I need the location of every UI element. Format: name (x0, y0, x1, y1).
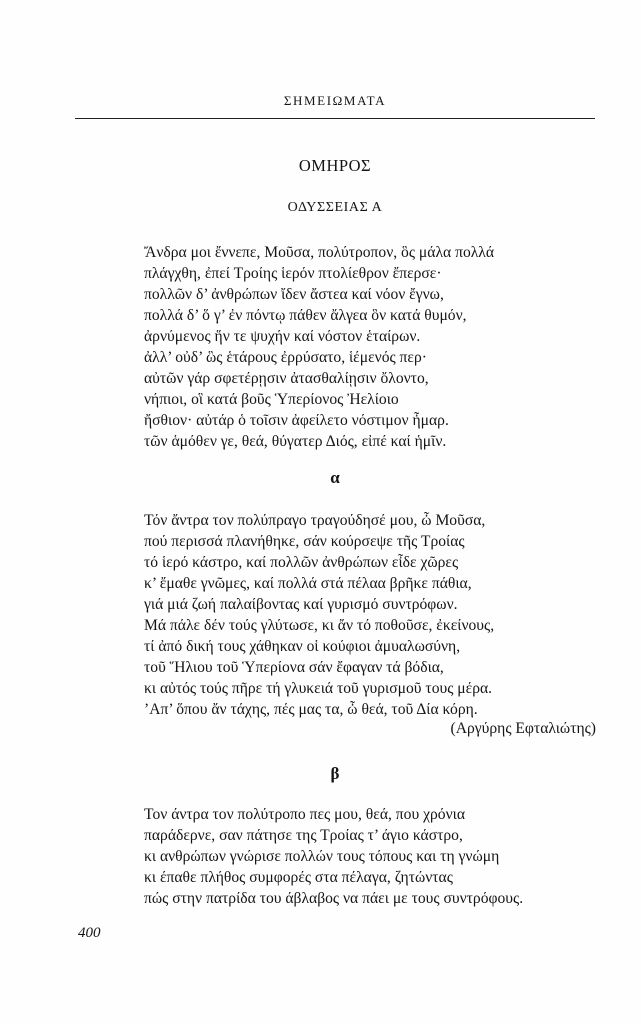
verse-line: Μά πάλε δέν τούς γλύτωσε, κι ἄν τό ποθοῦσε, ἐκείνους, (144, 617, 495, 634)
verse-line: κ’ ἔμαθε γνῶμες, καί πολλά στά πέλαα βρῆκε πάθια, (144, 575, 472, 592)
work-title: ΟΔΥΣΣΕΙΑΣ Α (287, 200, 383, 215)
verse-line: ἤσθιον· αὐτάρ ὁ τοῖσιν ἀφείλετο νόστιμον ἦμαρ. (144, 412, 449, 429)
verse-line: πολλῶν δ’ ἀνθρώπων ἴδεν ἄστεα καί νόον ἔγνω, (144, 286, 444, 303)
verse-line: παράδερνε, σαν πάτησε της Τροίας τ’ άγιο κάστρο, (144, 827, 463, 844)
verse-line: τό ἱερό κάστρο, καί πολλῶν ἀνθρώπων εἶδε χῶρες (144, 554, 459, 571)
verse-line: ἀλλ’ οὐδ’ ὣς ἑτάρους ἐρρύσατο, ἱέμενός περ· (144, 349, 427, 366)
translation-b-verse (144, 804, 584, 909)
verse-line: Ἄνδρα μοι ἔννεπε, Μοῦσα, πολύτροπον, ὃς μάλα πολλά (144, 244, 495, 261)
verse-line: κι ανθρώπων γνώρισε πολλών τους τόπους και τη γνώμη (144, 848, 500, 865)
verse-line: Τόν ἄντρα τον πολύπραγο τραγούδησέ μου, ὦ Μοῦσα, (144, 512, 486, 529)
verse-line: ἀρνύμενος ἥν τε ψυχήν καί νόστον ἑταίρων. (144, 328, 421, 345)
verse-line: πλάγχθη, ἐπεί Τροίης ἱερόν πτολίεθρον ἔπερσε· (144, 265, 442, 282)
verse-line: Τον άντρα τον πολύτροπο πες μου, θεά, που χρόνια (144, 806, 465, 823)
section-a-mark: α (330, 468, 340, 487)
verse-line: νήπιοι, οἳ κατά βοῦς Ὑπερίονος Ἠελίοιο (144, 391, 399, 408)
verse-line: γιά μιά ζωή παλαίβοντας καί γυρισμό συντρόφων. (144, 596, 458, 613)
running-head: ΣΗΜΕΙΩΜΑΤΑ (283, 93, 387, 108)
translation-a-verse (144, 510, 584, 720)
original-greek-verse (144, 242, 584, 452)
section-b-mark: β (330, 764, 340, 783)
header-rule (75, 118, 595, 119)
verse-line: πού περισσά πλανήθηκε, σάν κούρσεψε τῆς Τροίας (144, 533, 465, 550)
page-number: 400 (78, 925, 101, 941)
verse-line: πολλά δ’ ὅ γ’ ἐν πόντῳ πάθεν ἄλγεα ὃν κατά θυμόν, (144, 307, 467, 324)
verse-line: ’Απ’ ὅπου ἄν τάχης, πές μας τα, ὦ θεά, τοῦ Δία κόρη. (144, 701, 478, 718)
verse-line: τῶν ἁμόθεν γε, θεά, θύγατερ Διός, εἰπέ καί ἡμῖν. (144, 433, 447, 450)
verse-line: κι έπαθε πλήθος συμφορές στα πέλαγα, ζητώντας (144, 869, 453, 886)
translator-attribution: (Αργύρης Εφταλιώτης) (450, 720, 596, 737)
verse-line: πώς στην πατρίδα του άβλαβος να πάει με τους συντρόφους. (144, 890, 524, 907)
verse-line: τοῦ Ἥλιου τοῦ Ὑπερίονα σάν ἔφαγαν τά βόδια, (144, 659, 444, 676)
verse-line: κι αὐτός τούς πῆρε τή γλυκειά τοῦ γυρισμοῦ τους μέρα. (144, 680, 493, 697)
verse-line: αὐτῶν γάρ σφετέρῃσιν ἀτασθαλίῃσιν ὄλοντο, (144, 370, 429, 387)
author-heading: ΟΜΗΡΟΣ (298, 156, 372, 175)
verse-line: τί ἀπό δική τους χάθηκαν οἱ κούφιοι ἀμυαλωσύνη, (144, 638, 461, 655)
